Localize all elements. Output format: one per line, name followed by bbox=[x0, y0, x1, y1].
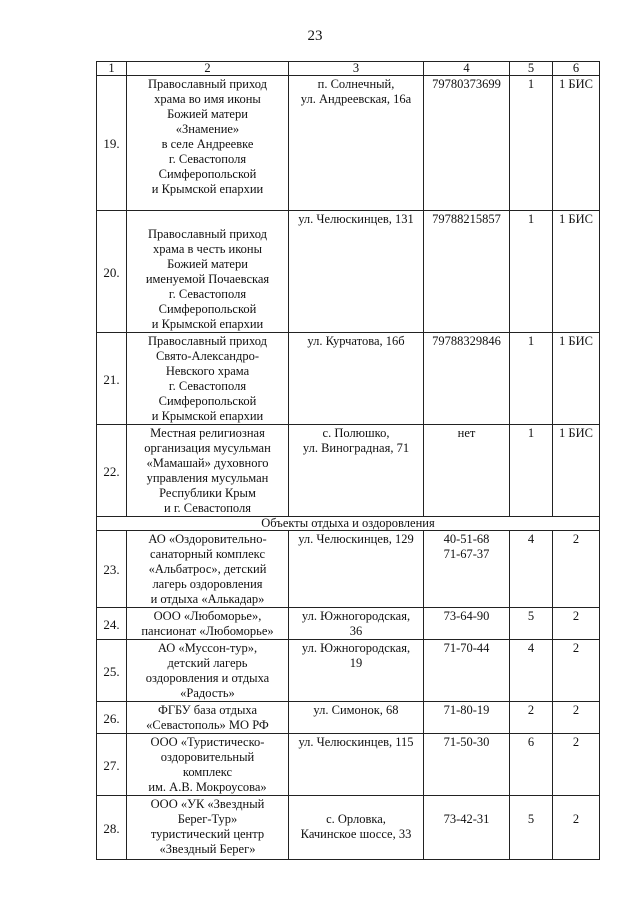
column-6-value: 2 bbox=[553, 640, 600, 702]
column-header: 6 bbox=[553, 62, 600, 76]
phone: 73-42-31 bbox=[424, 796, 510, 860]
row-number: 19. bbox=[97, 76, 127, 211]
table-row bbox=[97, 702, 600, 734]
column-5-value: 1 bbox=[510, 333, 553, 425]
column-6-value: 2 bbox=[553, 734, 600, 796]
phone: 73-64-90 bbox=[424, 608, 510, 640]
phone: 79788329846 bbox=[424, 333, 510, 425]
phone: 40-51-68 71-67-37 bbox=[424, 531, 510, 608]
organization-name: Православный приход Свято-Александро- Невского храма г. Севастополя Симферопольской и Крымской епархии bbox=[127, 333, 289, 425]
page-number: 23 bbox=[307, 28, 323, 44]
row-number: 28. bbox=[97, 796, 127, 860]
organization-name: Местная религиозная организация мусульман «Мамашай» духовного управления мусульман Республики Крым и г. Севастополя bbox=[127, 425, 289, 517]
section-header-row bbox=[97, 517, 600, 531]
section-title: Объекты отдыха и оздоровления bbox=[97, 517, 600, 531]
organization-name: АО «Муссон-тур», детский лагерь оздоровления и отдыха «Радость» bbox=[127, 640, 289, 702]
row-number: 23. bbox=[97, 531, 127, 608]
table-row bbox=[97, 531, 600, 608]
table-row bbox=[97, 211, 600, 333]
column-5-value: 5 bbox=[510, 796, 553, 860]
address: п. Солнечный, ул. Андреевская, 16а bbox=[289, 76, 424, 211]
table-row bbox=[97, 425, 600, 517]
table-row bbox=[97, 640, 600, 702]
table-row bbox=[97, 76, 600, 211]
organization-name: ООО «Любоморье», пансионат «Любоморье» bbox=[127, 608, 289, 640]
organization-name: ФГБУ база отдыха «Севастополь» МО РФ bbox=[127, 702, 289, 734]
column-5-value: 2 bbox=[510, 702, 553, 734]
column-header: 1 bbox=[97, 62, 127, 76]
column-header: 5 bbox=[510, 62, 553, 76]
table-row bbox=[97, 333, 600, 425]
row-number: 25. bbox=[97, 640, 127, 702]
row-number: 27. bbox=[97, 734, 127, 796]
column-header: 4 bbox=[424, 62, 510, 76]
address: с. Орловка, Качинское шоссе, 33 bbox=[289, 796, 424, 860]
address: с. Полюшко, ул. Виноградная, 71 bbox=[289, 425, 424, 517]
column-5-value: 4 bbox=[510, 640, 553, 702]
phone: 71-70-44 bbox=[424, 640, 510, 702]
phone: 79788215857 bbox=[424, 211, 510, 333]
column-6-value: 1 БИС bbox=[553, 76, 600, 211]
phone: 79780373699 bbox=[424, 76, 510, 211]
row-number: 26. bbox=[97, 702, 127, 734]
row-number: 22. bbox=[97, 425, 127, 517]
column-6-value: 2 bbox=[553, 702, 600, 734]
row-number: 20. bbox=[97, 211, 127, 333]
column-5-value: 5 bbox=[510, 608, 553, 640]
column-header: 3 bbox=[289, 62, 424, 76]
column-5-value: 1 bbox=[510, 76, 553, 211]
address: ул. Челюскинцев, 131 bbox=[289, 211, 424, 333]
column-6-value: 2 bbox=[553, 796, 600, 860]
address: ул. Челюскинцев, 129 bbox=[289, 531, 424, 608]
organization-name: ООО «Туристическо- оздоровительный комплекс им. А.В. Мокроусова» bbox=[127, 734, 289, 796]
column-6-value: 1 БИС bbox=[553, 333, 600, 425]
organization-name: АО «Оздоровительно- санаторный комплекс «Альбатрос», детский лагерь оздоровления и отдыха «Алькадар» bbox=[127, 531, 289, 608]
table-row bbox=[97, 734, 600, 796]
column-6-value: 2 bbox=[553, 608, 600, 640]
column-6-value: 1 БИС bbox=[553, 425, 600, 517]
organization-name: Православный приход храма в честь иконы Божией матери именуемой Почаевская г. Севастополя Симферопольской и Крымской епархии bbox=[127, 211, 289, 333]
column-5-value: 1 bbox=[510, 211, 553, 333]
organization-name: ООО «УК «Звездный Берег-Тур» туристический центр «Звездный Берег» bbox=[127, 796, 289, 860]
address: ул. Южногородская, 19 bbox=[289, 640, 424, 702]
phone: 71-50-30 bbox=[424, 734, 510, 796]
row-number: 21. bbox=[97, 333, 127, 425]
table-row bbox=[97, 608, 600, 640]
column-6-value: 1 БИС bbox=[553, 211, 600, 333]
column-5-value: 6 bbox=[510, 734, 553, 796]
registry-table bbox=[96, 61, 600, 860]
column-6-value: 2 bbox=[553, 531, 600, 608]
column-header: 2 bbox=[127, 62, 289, 76]
column-5-value: 1 bbox=[510, 425, 553, 517]
organization-name: Православный приход храма во имя иконы Божией матери «Знамение» в селе Андреевке г. Севастополя Симферопольской и Крымской епархии bbox=[127, 76, 289, 211]
table-row bbox=[97, 796, 600, 860]
address: ул. Южногородская, 36 bbox=[289, 608, 424, 640]
address: ул. Курчатова, 16б bbox=[289, 333, 424, 425]
phone: 71-80-19 bbox=[424, 702, 510, 734]
column-5-value: 4 bbox=[510, 531, 553, 608]
row-number: 24. bbox=[97, 608, 127, 640]
phone: нет bbox=[424, 425, 510, 517]
address: ул. Челюскинцев, 115 bbox=[289, 734, 424, 796]
column-number-row bbox=[97, 62, 600, 76]
address: ул. Симонок, 68 bbox=[289, 702, 424, 734]
